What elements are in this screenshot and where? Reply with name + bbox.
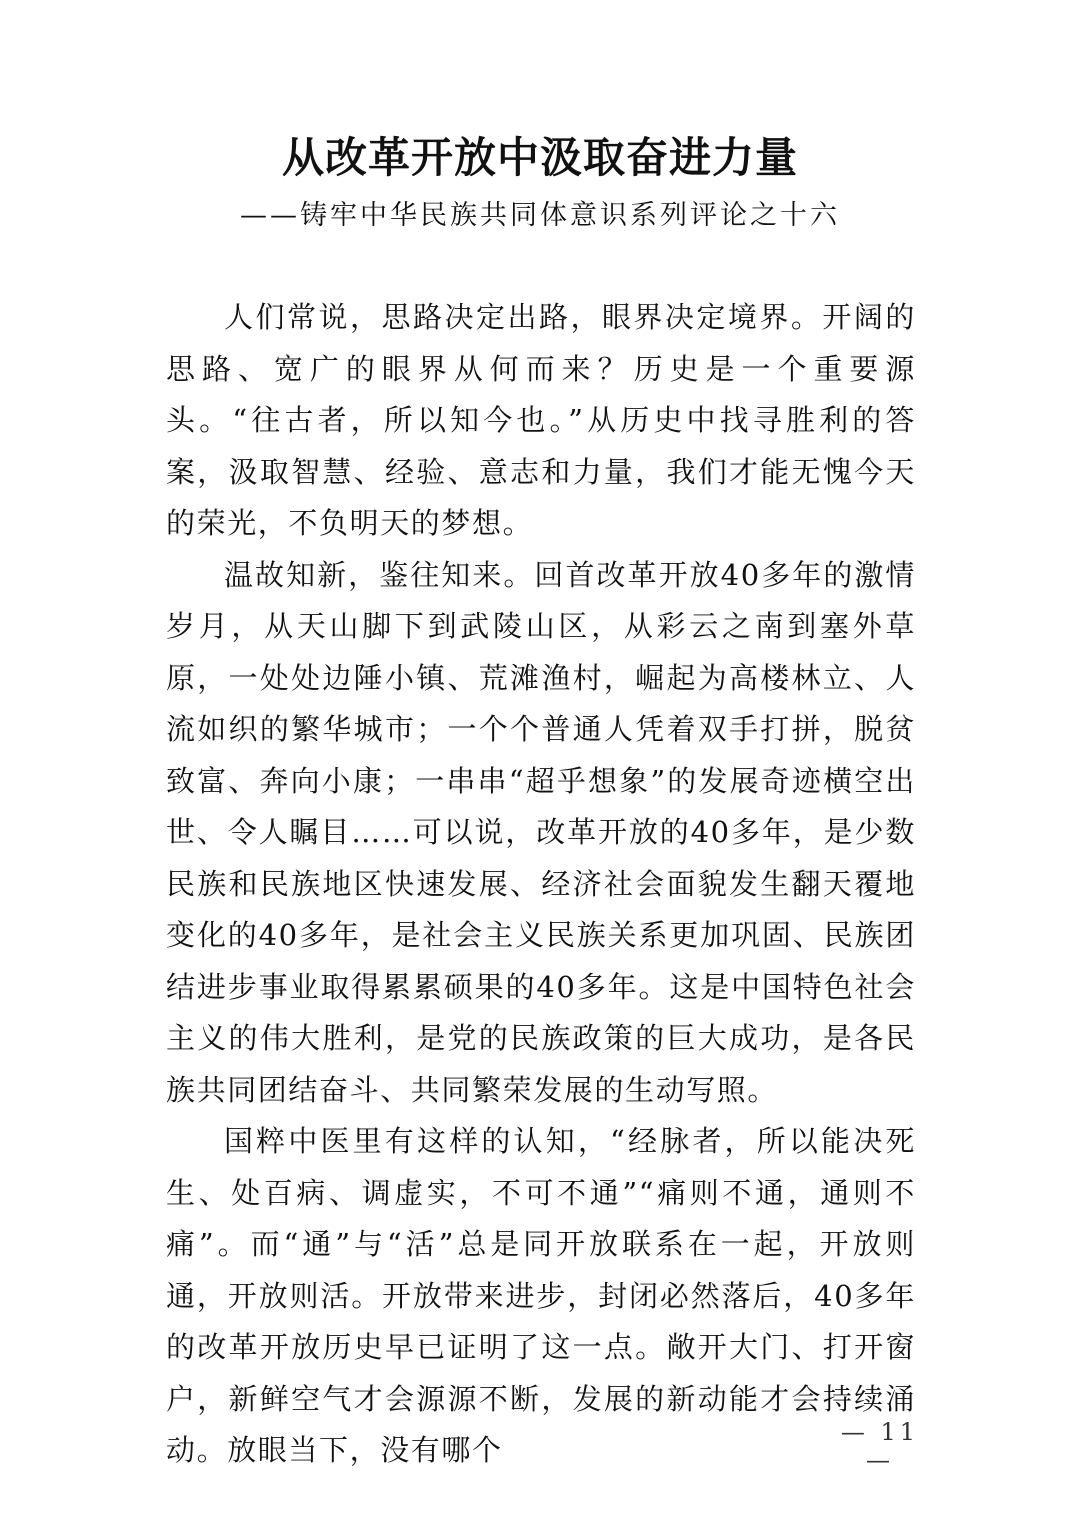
paragraph-3: 国粹中医里有这样的认知，“经脉者，所以能决死生、处百病、调虚实，不可不通”“痛则不通，通则不痛”。而“通”与“活”总是同开放联系在一起，开放则通，开放则活。开放带来进步，封闭必然落后，40多年的改革开放历史早已证明了这一点。敞开大门、打开窗户，新鲜空气才会源源不断，发展的新动能才会持续涌动。放眼当下，没有哪个 — [166, 1124, 916, 1467]
article-body — [166, 292, 916, 1477]
article-subtitle: ——铸牢中华民族共同体意识系列评论之十六 — [240, 200, 840, 231]
paragraph-2: 温故知新，鉴往知来。回首改革开放40多年的激情岁月，从天山脚下到武陵山区，从彩云之南到塞外草原，一处处边陲小镇、荒滩渔村，崛起为高楼林立、人流如织的繁华城市；一个个普通人凭着双手打拼，脱贫致富、奔向小康；一串串“超乎想象”的发展奇迹横空出世、令人瞩目……可以说，改革开放的40多年，是少数民族和民族地区快速发展、经济社会面貌发生翻天覆地变化的40多年，是社会主义民族关系更加巩固、民族团结进步事业取得累累硕果的40多年。这是中国特色社会主义的伟大胜利，是党的民族政策的巨大成功，是各民族共同团结奋斗、共同繁荣发展的生动写照。 — [166, 557, 916, 1107]
article-title: 从改革开放中汲取奋进力量 — [281, 133, 798, 182]
page-number: — 11 — — [840, 1418, 920, 1474]
paragraph-1: 人们常说，思路决定出路，眼界决定境界。开阔的思路、宽广的眼界从何而来？历史是一个重要源头。“往古者，所以知今也。”从历史中找寻胜利的答案，汲取智慧、经验、意志和力量，我们才能无愧今天的荣光，不负明天的梦想。 — [166, 300, 916, 540]
